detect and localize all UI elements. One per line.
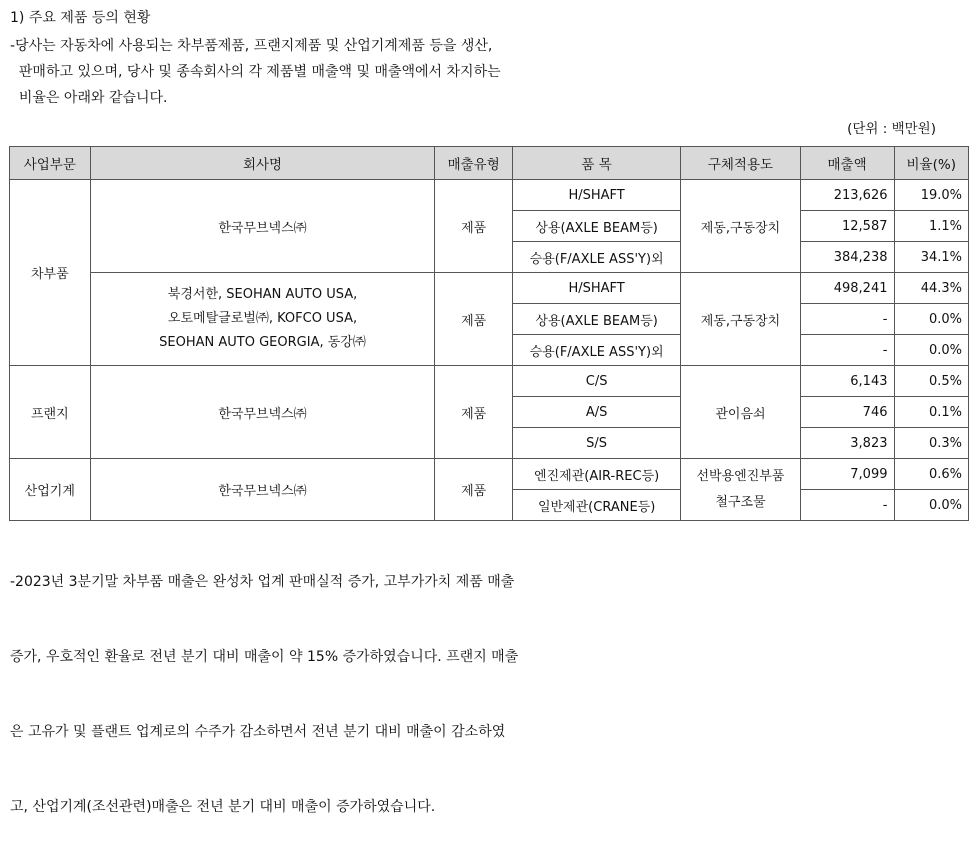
product-sales-table bbox=[9, 146, 969, 521]
item-cell: 상용(AXLE BEAM등) bbox=[512, 304, 680, 335]
header-sales-type: 매출유형 bbox=[435, 147, 513, 180]
division-cell: 산업기계 bbox=[10, 459, 91, 521]
item-cell: C/S bbox=[512, 366, 680, 397]
header-division: 사업부문 bbox=[10, 147, 91, 180]
item-cell: S/S bbox=[512, 428, 680, 459]
sales-cell: 746 bbox=[800, 397, 894, 428]
header-company: 회사명 bbox=[90, 147, 435, 180]
usage-cell: 관이음쇠 bbox=[681, 366, 800, 459]
item-cell: 상용(AXLE BEAM등) bbox=[512, 211, 680, 242]
company-line: SEOHAN AUTO GEORGIA, 동강㈜ bbox=[159, 335, 366, 350]
sales-cell: 498,241 bbox=[800, 273, 894, 304]
sales-cell: - bbox=[800, 335, 894, 366]
company-line: 오토메탈글로벌㈜, KOFCO USA, bbox=[167, 311, 358, 326]
item-cell: H/SHAFT bbox=[512, 273, 680, 304]
table-row bbox=[10, 273, 969, 304]
sales-type-cell: 제품 bbox=[435, 180, 513, 273]
company-line: 북경서한, SEOHAN AUTO USA, bbox=[167, 287, 358, 302]
sales-cell: 3,823 bbox=[800, 428, 894, 459]
company-cell: 한국무브넥스㈜ bbox=[90, 366, 435, 459]
sales-cell: 213,626 bbox=[800, 180, 894, 211]
ratio-cell: 0.6% bbox=[894, 459, 969, 490]
sales-type-cell: 제품 bbox=[435, 459, 513, 521]
note-line: 은 고유가 및 플랜트 업계로의 수주가 감소하면서 전년 분기 대비 매출이 감소하였 bbox=[10, 724, 506, 740]
sales-cell: 7,099 bbox=[800, 459, 894, 490]
company-cell bbox=[90, 273, 435, 366]
company-cell: 한국무브넥스㈜ bbox=[90, 180, 435, 273]
usage-cell bbox=[681, 459, 800, 521]
ratio-cell: 0.0% bbox=[894, 335, 969, 366]
table-header-row bbox=[10, 147, 969, 180]
ratio-cell: 19.0% bbox=[894, 180, 969, 211]
ratio-cell: 0.0% bbox=[894, 490, 969, 521]
section-heading: 1) 주요 제품 등의 현황 bbox=[10, 10, 151, 26]
ratio-cell: 0.1% bbox=[894, 397, 969, 428]
ratio-cell: 34.1% bbox=[894, 242, 969, 273]
company-cell: 한국무브넥스㈜ bbox=[90, 459, 435, 521]
unit-label: (단위 : 백만원) bbox=[847, 121, 936, 137]
item-cell: A/S bbox=[512, 397, 680, 428]
header-usage: 구체적용도 bbox=[681, 147, 800, 180]
item-cell: 엔진제관(AIR-REC등) bbox=[512, 459, 680, 490]
intro-line: 판매하고 있으며, 당사 및 종속회사의 각 제품별 매출액 및 매출액에서 차지하는 bbox=[10, 64, 501, 80]
usage-line: 선박용엔진부품 bbox=[696, 468, 785, 484]
header-item: 품 목 bbox=[512, 147, 680, 180]
ratio-cell: 1.1% bbox=[894, 211, 969, 242]
usage-cell: 제동,구동장치 bbox=[681, 180, 800, 273]
sales-type-cell: 제품 bbox=[435, 366, 513, 459]
sales-cell: 12,587 bbox=[800, 211, 894, 242]
note-line: -2023년 3분기말 차부품 매출은 완성차 업계 판매실적 증가, 고부가가치 제품 매출 bbox=[10, 574, 515, 590]
note-line: 증가, 우호적인 환율로 전년 분기 대비 매출이 약 15% 증가하였습니다. 프랜지 매출 bbox=[10, 649, 519, 665]
header-sales: 매출액 bbox=[800, 147, 894, 180]
table-row bbox=[10, 366, 969, 397]
note-line: 고, 산업기계(조선관련)매출은 전년 분기 대비 매출이 증가하였습니다. bbox=[10, 799, 436, 815]
sales-cell: - bbox=[800, 490, 894, 521]
intro-line: 비율은 아래와 같습니다. bbox=[10, 90, 168, 106]
table-row bbox=[10, 459, 969, 490]
ratio-cell: 0.5% bbox=[894, 366, 969, 397]
sales-cell: 384,238 bbox=[800, 242, 894, 273]
header-ratio: 비율(%) bbox=[894, 147, 969, 180]
notes-block bbox=[10, 520, 518, 845]
item-cell: 승용(F/AXLE ASS'Y)외 bbox=[512, 242, 680, 273]
ratio-cell: 44.3% bbox=[894, 273, 969, 304]
sales-type-cell: 제품 bbox=[435, 273, 513, 366]
sales-cell: 6,143 bbox=[800, 366, 894, 397]
intro-line: -당사는 자동차에 사용되는 차부품제품, 프랜지제품 및 산업기계제품 등을 생산, bbox=[10, 38, 493, 54]
usage-line: 철구조물 bbox=[715, 494, 766, 510]
item-cell: 승용(F/AXLE ASS'Y)외 bbox=[512, 335, 680, 366]
division-cell: 차부품 bbox=[10, 180, 91, 366]
ratio-cell: 0.3% bbox=[894, 428, 969, 459]
division-cell: 프랜지 bbox=[10, 366, 91, 459]
item-cell: 일반제관(CRANE등) bbox=[512, 490, 680, 521]
sales-cell: - bbox=[800, 304, 894, 335]
item-cell: H/SHAFT bbox=[512, 180, 680, 211]
table-row bbox=[10, 180, 969, 211]
ratio-cell: 0.0% bbox=[894, 304, 969, 335]
usage-cell: 제동,구동장치 bbox=[681, 273, 800, 366]
